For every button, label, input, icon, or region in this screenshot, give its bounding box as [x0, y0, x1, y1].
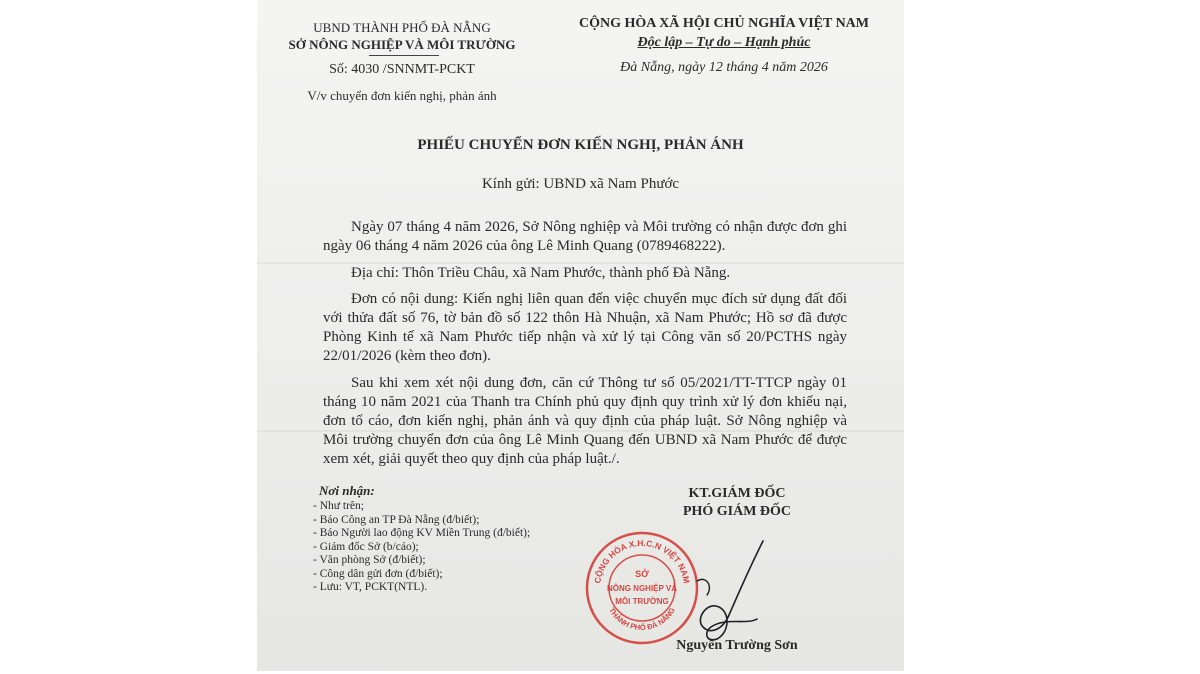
- stamp-center-2: NÔNG NGHIỆP VÀ: [606, 584, 678, 593]
- recipients-list: [313, 500, 530, 595]
- recipients-item: - Như trên;: [313, 500, 364, 512]
- recipients-item: - Giám đốc Sở (b/cáo);: [313, 540, 419, 553]
- stamp-ring-bottom: THÀNH PHỐ ĐÀ NẴNG: [607, 605, 677, 633]
- recipients-item: - Công dân gửi đơn (đ/biết);: [313, 567, 443, 580]
- body-paragraph-1: Ngày 07 tháng 4 năm 2026, Sở Nông nghiệp và Môi trường có nhận được đơn ghi ngày 06 tháng 4 năm 2026 của ông Lê Minh Quang (0789468222).: [323, 219, 847, 254]
- document-page: [257, 0, 904, 671]
- agency-name: SỞ NÔNG NGHIỆP VÀ MÔI TRƯỜNG: [288, 37, 516, 52]
- document-number: Số: 4030 /SNNMT-PCKT: [329, 62, 475, 77]
- agency-underline: [369, 55, 439, 56]
- handwritten-signature: [637, 535, 777, 645]
- document-subject: V/v chuyển đơn kiến nghị, phản ánh: [307, 88, 497, 103]
- signer-name: Nguyễn Trường Sơn: [676, 638, 798, 653]
- recipients-item: - Báo Công an TP Đà Nẵng (đ/biết);: [313, 513, 480, 526]
- nation-motto: Độc lập – Tự do – Hạnh phúc: [637, 35, 811, 50]
- nation-title: CỘNG HÒA XÃ HỘI CHỦ NGHĨA VIỆT NAM: [578, 16, 869, 31]
- recipient-line: Kính gửi: UBND xã Nam Phước: [481, 176, 680, 192]
- recipients-heading: Nơi nhận:: [319, 483, 375, 498]
- agency-parent: UBND THÀNH PHỐ ĐÀ NẴNG: [313, 20, 491, 35]
- body-paragraph-3: Đơn có nội dung: Kiến nghị liên quan đến việc chuyển mục đích sử dụng đất đối với thửa đất số 76, tờ bản đồ số 122 thôn Hà Nhuận, xã Nam Phước; Hồ sơ đã được Phòng Kinh tế xã Nam Phước tiếp nhận và xử lý tại Công văn số 20/PCTHS ngày 22/01/2026 (kèm theo đơn).: [323, 291, 847, 364]
- stamp-center-1: SỞ: [635, 569, 649, 579]
- stamp-ring-text: CỘNG HÒA X.H.C.N VIỆT NAM: [592, 537, 692, 585]
- body-paragraph-2: Địa chỉ: Thôn Triều Châu, xã Nam Phước, thành phố Đà Nẵng.: [351, 265, 731, 281]
- body-paragraph-4: Sau khi xem xét nội dung đơn, căn cứ Thông tư số 05/2021/TT-TTCP ngày 01 tháng 10 năm 2021 của Thanh tra Chính phủ quy định quy trình xử lý đơn khiếu nại, đơn tố cáo, đơn kiến nghị, phản ánh và quy định của pháp luật. Sở Nông nghiệp và Môi trường chuyển đơn của ông Lê Minh Quang đến UBND xã Nam Phước để được xem xét, giải quyết theo quy định của pháp luật./.: [323, 375, 847, 467]
- document-title: PHIẾU CHUYỂN ĐƠN KIẾN NGHỊ, PHẢN ÁNH: [417, 137, 744, 153]
- recipients-item: - Lưu: VT, PCKT(NTL).: [313, 581, 428, 593]
- recipients-item: - Báo Người lao động KV Miền Trung (đ/biết);: [313, 527, 531, 539]
- stamp-center-3: MÔI TRƯỜNG: [615, 597, 669, 606]
- recipients-item: - Văn phòng Sở (đ/biết);: [313, 554, 426, 566]
- signature-title-1: KT.GIÁM ĐỐC: [688, 486, 786, 501]
- signature-title-2: PHÓ GIÁM ĐỐC: [682, 504, 792, 519]
- place-date: Đà Nẵng, ngày 12 tháng 4 năm 2026: [620, 60, 828, 75]
